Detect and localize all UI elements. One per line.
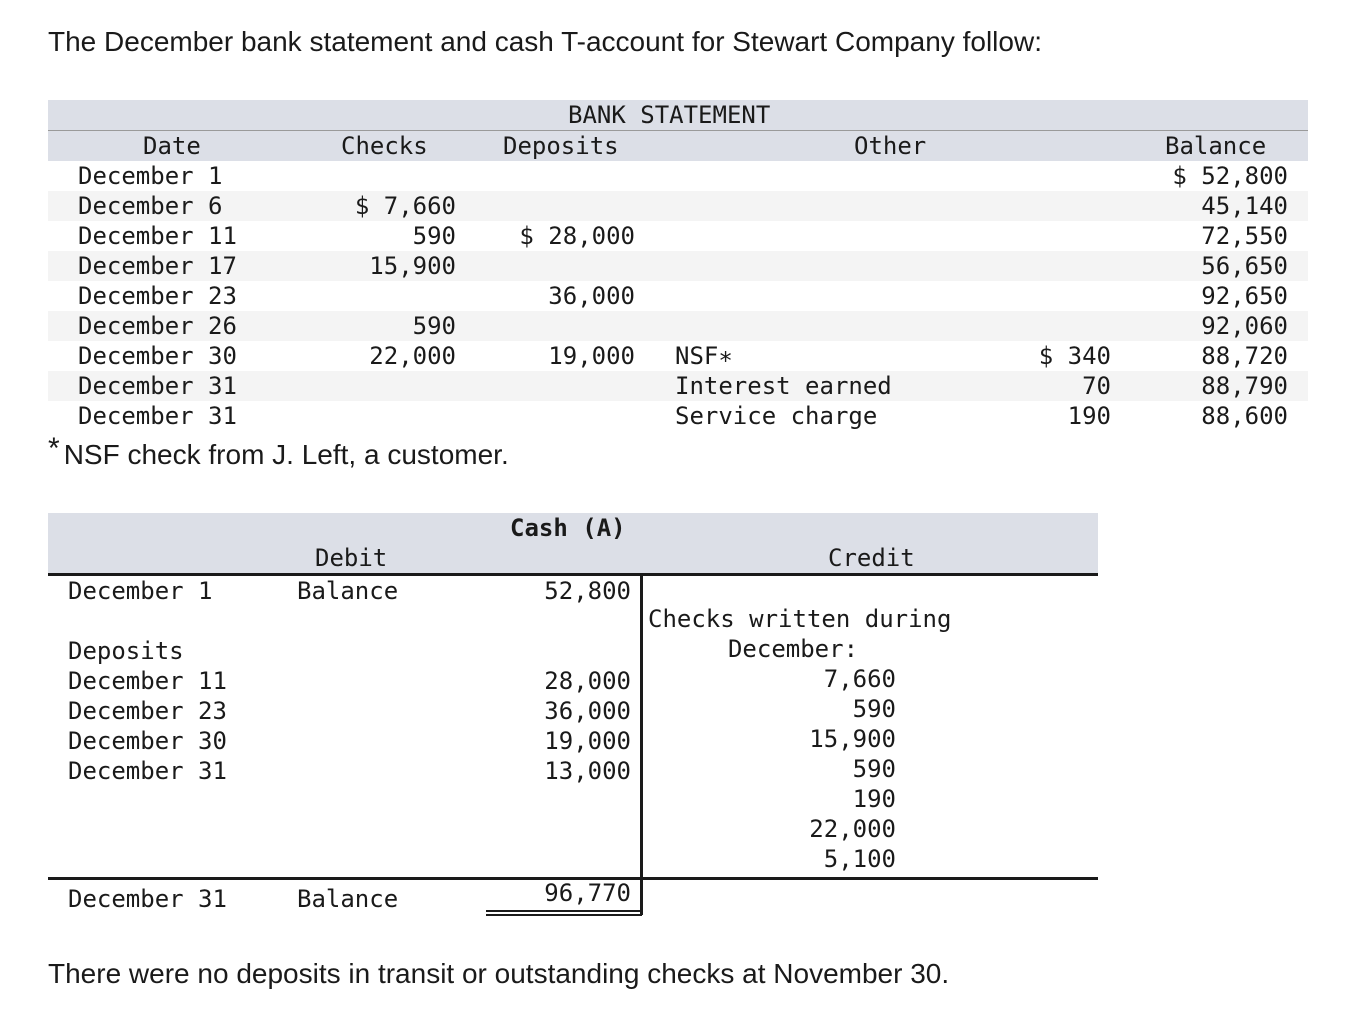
cell-other-description: Service charge xyxy=(675,402,878,430)
cell-date: December 6 xyxy=(78,192,223,220)
opening-date: December 1 xyxy=(68,577,213,605)
cell-balance: 88,790 xyxy=(1201,372,1288,400)
cell-other-amount: $ 340 xyxy=(1038,342,1111,370)
cell-other-description: NSF∗ xyxy=(675,342,733,370)
deposit-amount: 28,000 xyxy=(544,667,631,695)
credit-amount: 15,900 xyxy=(809,725,896,753)
bank-statement-table xyxy=(48,100,1308,431)
credit-entries xyxy=(648,665,938,875)
deposit-date: December 23 xyxy=(68,697,227,725)
cell-other-amount: 70 xyxy=(1082,372,1111,400)
t-account-top-rule xyxy=(48,573,1098,576)
cell-checks: $ 7,660 xyxy=(354,192,456,220)
footnote-text: NSF check from J. Left, a customer. xyxy=(63,439,509,470)
double-underline-2 xyxy=(486,914,642,916)
opening-amount: 52,800 xyxy=(544,577,631,605)
cell-date: December 31 xyxy=(78,402,237,430)
closing-date: December 31 xyxy=(68,885,227,913)
table-row xyxy=(48,401,1308,431)
intro-text: The December bank statement and cash T-account for Stewart Company follow: xyxy=(48,26,1042,57)
header-balance: Balance xyxy=(1165,132,1267,160)
cell-balance: 72,550 xyxy=(1201,222,1288,250)
closing-label: Balance xyxy=(297,885,399,913)
cell-deposits: 36,000 xyxy=(548,282,635,310)
footnote-marker: * xyxy=(48,432,60,465)
closing-amount: 96,770 xyxy=(544,879,631,907)
cell-other-description: Interest earned xyxy=(675,372,892,400)
debit-label: Debit xyxy=(315,544,388,572)
header-checks: Checks xyxy=(341,132,428,160)
credit-amount: 590 xyxy=(852,695,896,723)
cell-date: December 23 xyxy=(78,282,237,310)
table-row xyxy=(48,221,1308,251)
opening-label: Balance xyxy=(297,577,399,605)
credit-label: Credit xyxy=(828,544,915,572)
credit-amount: 190 xyxy=(852,785,896,813)
cell-balance: $ 52,800 xyxy=(1172,162,1288,190)
table-row xyxy=(48,161,1308,191)
table-row xyxy=(48,191,1308,221)
cell-balance: 88,600 xyxy=(1201,402,1288,430)
credit-amount: 5,100 xyxy=(823,845,896,873)
credit-amount: 22,000 xyxy=(809,815,896,843)
table-row xyxy=(48,311,1308,341)
deposit-date: December 11 xyxy=(68,667,227,695)
t-account-divider xyxy=(640,574,643,915)
cell-date: December 17 xyxy=(78,252,237,280)
cell-deposits: 19,000 xyxy=(548,342,635,370)
deposits-label: Deposits xyxy=(68,637,184,665)
cell-date: December 26 xyxy=(78,312,237,340)
cell-deposits: $ 28,000 xyxy=(519,222,635,250)
bank-statement-rows xyxy=(48,161,1308,431)
table-row xyxy=(48,341,1308,371)
cell-balance: 56,650 xyxy=(1201,252,1288,280)
double-underline-1 xyxy=(486,910,642,912)
deposit-date: December 31 xyxy=(68,757,227,785)
bank-statement-title: BANK STATEMENT xyxy=(568,101,771,129)
credit-column xyxy=(648,605,952,875)
bank-statement-header-row xyxy=(48,131,1308,161)
header-date: Date xyxy=(143,132,201,160)
credit-amount: 7,660 xyxy=(823,665,896,693)
cell-date: December 31 xyxy=(78,372,237,400)
credit-heading-2: December: xyxy=(727,635,859,663)
deposit-amount: 36,000 xyxy=(544,697,631,725)
credit-heading-1: Checks written during xyxy=(648,605,952,633)
deposit-date: December 30 xyxy=(68,727,227,755)
bank-statement-title-band xyxy=(48,100,1308,131)
cell-other-amount: 190 xyxy=(1067,402,1111,430)
credit-amount: 590 xyxy=(852,755,896,783)
cell-checks: 15,900 xyxy=(369,252,456,280)
closing-text: There were no deposits in transit or outstanding checks at November 30. xyxy=(48,958,950,989)
cell-balance: 92,060 xyxy=(1201,312,1288,340)
cell-balance: 88,720 xyxy=(1201,342,1288,370)
table-row xyxy=(48,251,1308,281)
cell-checks: 590 xyxy=(412,312,456,340)
deposit-amount: 13,000 xyxy=(544,757,631,785)
cell-checks: 22,000 xyxy=(369,342,456,370)
cell-date: December 11 xyxy=(78,222,237,250)
cell-date: December 1 xyxy=(78,162,223,190)
deposit-amount: 19,000 xyxy=(544,727,631,755)
cash-t-account xyxy=(48,513,1098,923)
cell-checks: 590 xyxy=(412,222,456,250)
cell-balance: 45,140 xyxy=(1201,192,1288,220)
table-row xyxy=(48,281,1308,311)
cell-date: December 30 xyxy=(78,342,237,370)
cell-balance: 92,650 xyxy=(1201,282,1288,310)
header-other: Other xyxy=(854,132,927,160)
table-row xyxy=(48,371,1308,401)
t-account-header-band xyxy=(48,513,1098,573)
t-account-title: Cash (A) xyxy=(510,514,626,542)
header-deposits: Deposits xyxy=(503,132,619,160)
footnote xyxy=(48,432,509,472)
